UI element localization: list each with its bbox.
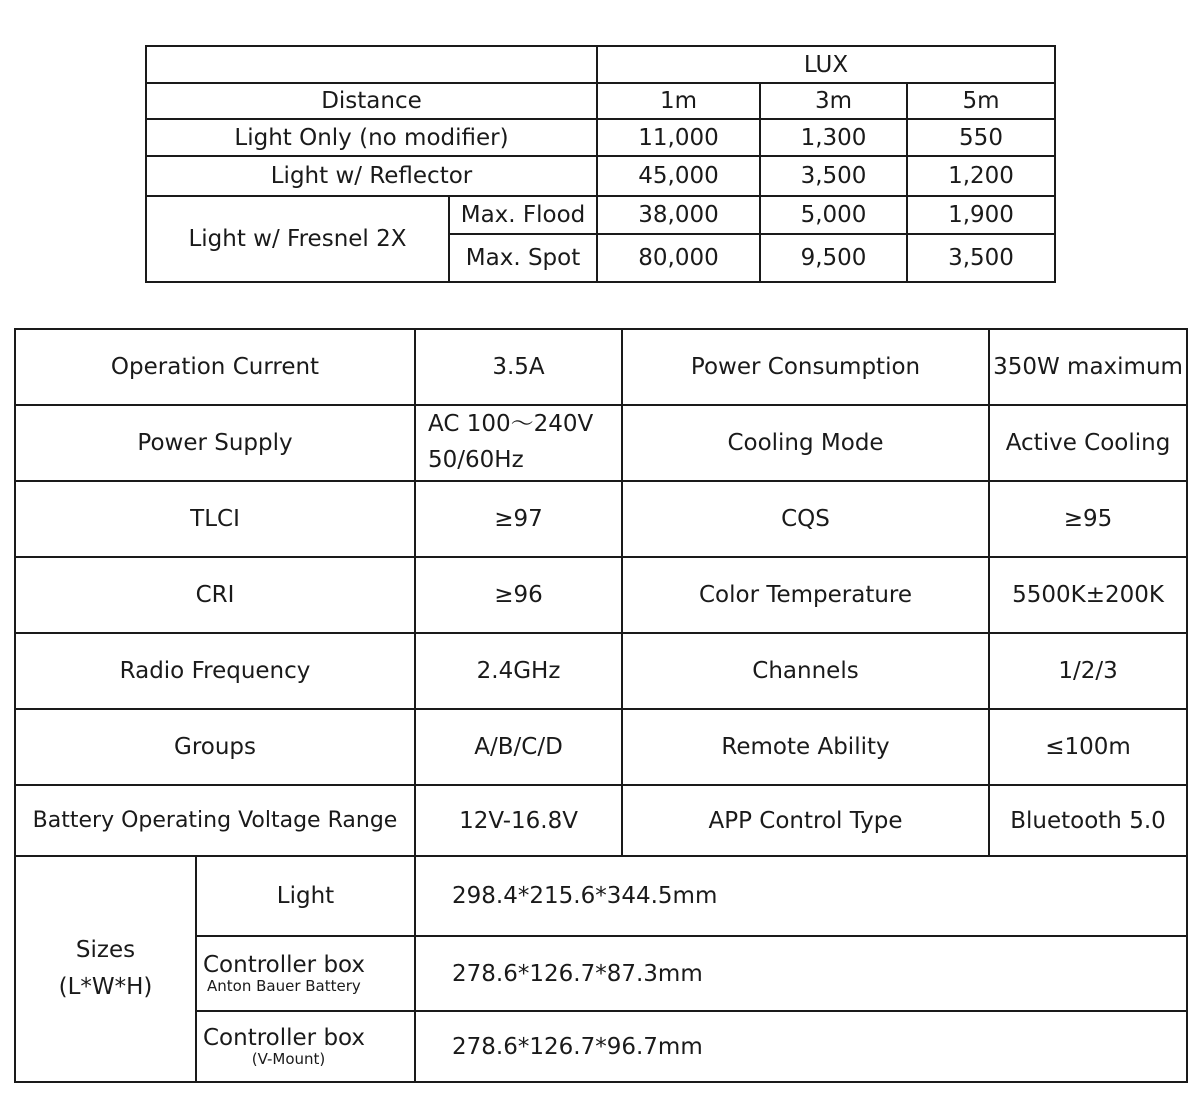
spec-value: Bluetooth 5.0 — [989, 785, 1187, 856]
spec-value: 3.5A — [415, 329, 622, 405]
fresnel-label: Light w/ Fresnel 2X — [146, 196, 449, 282]
spec-row — [15, 709, 1187, 785]
size-item-name: Controller box — [203, 1024, 366, 1051]
spec-value: ≥96 — [415, 557, 622, 633]
spec-value: 350W maximum — [989, 329, 1187, 405]
spec-label: Channels — [622, 633, 989, 709]
spec-row — [15, 329, 1187, 405]
lux-table — [145, 45, 1056, 283]
fresnel-mode: Max. Flood — [449, 196, 597, 234]
lux-value: 1,300 — [760, 119, 907, 156]
row-label: Light Only (no modifier) — [146, 119, 597, 156]
lux-row-fresnel-flood — [146, 196, 1055, 234]
spec-value: 5500K±200K — [989, 557, 1187, 633]
lux-value: 5,000 — [760, 196, 907, 234]
lux-header-row — [146, 46, 1055, 83]
sizes-row-light — [15, 856, 1187, 936]
spec-row — [15, 405, 1187, 481]
size-item-note: (V-Mount) — [251, 1049, 326, 1068]
spec-value: ≤100m — [989, 709, 1187, 785]
spec-value: 12V-16.8V — [415, 785, 622, 856]
lux-row-reflector — [146, 156, 1055, 196]
spec-label: Radio Frequency — [15, 633, 415, 709]
lux-value: 38,000 — [597, 196, 760, 234]
lux-value: 45,000 — [597, 156, 760, 196]
distance-5m: 5m — [907, 83, 1055, 119]
lux-value: 9,500 — [760, 234, 907, 282]
lux-value: 1,900 — [907, 196, 1055, 234]
spec-value: ≥95 — [989, 481, 1187, 557]
spec-value: Active Cooling — [989, 405, 1187, 481]
lux-value: 3,500 — [907, 234, 1055, 282]
size-item-note: Anton Bauer Battery — [207, 976, 361, 995]
spec-label: TLCI — [15, 481, 415, 557]
spec-label: Remote Ability — [622, 709, 989, 785]
spec-table — [14, 328, 1188, 1083]
spec-value: A/B/C/D — [415, 709, 622, 785]
size-item-name: Controller box — [203, 951, 366, 978]
spec-label: Cooling Mode — [622, 405, 989, 481]
spec-label: Power Consumption — [622, 329, 989, 405]
lux-row-light-only — [146, 119, 1055, 156]
spec-row — [15, 785, 1187, 856]
lux-unit-header: LUX — [597, 46, 1055, 83]
spec-row — [15, 633, 1187, 709]
spec-label: CQS — [622, 481, 989, 557]
distance-3m: 3m — [760, 83, 907, 119]
lux-value: 11,000 — [597, 119, 760, 156]
spec-label: Battery Operating Voltage Range — [15, 785, 415, 856]
sizes-label-line: Sizes — [75, 937, 136, 964]
size-item-name-cell — [196, 1011, 415, 1082]
fresnel-mode: Max. Spot — [449, 234, 597, 282]
spec-value: 1/2/3 — [989, 633, 1187, 709]
spec-label: CRI — [15, 557, 415, 633]
size-item-value: 278.6*126.7*87.3mm — [415, 936, 1187, 1011]
size-item-value: 298.4*215.6*344.5mm — [415, 856, 1187, 936]
lux-value: 3,500 — [760, 156, 907, 196]
size-item-value: 278.6*126.7*96.7mm — [415, 1011, 1187, 1082]
spec-label: Power Supply — [15, 405, 415, 481]
spec-value-line: AC 100～240V — [428, 411, 594, 438]
spec-value-line: 50/60Hz — [428, 447, 524, 473]
spec-row — [15, 481, 1187, 557]
distance-1m: 1m — [597, 83, 760, 119]
sizes-label — [15, 856, 196, 1082]
lux-distance-row — [146, 83, 1055, 119]
spec-label: Color Temperature — [622, 557, 989, 633]
sizes-label-line: (L*W*H) — [58, 974, 153, 1000]
lux-value: 80,000 — [597, 234, 760, 282]
row-label: Light w/ Reflector — [146, 156, 597, 196]
size-item-name-cell — [196, 936, 415, 1011]
size-item-name: Light — [196, 856, 415, 936]
lux-value: 1,200 — [907, 156, 1055, 196]
spec-value: ≥97 — [415, 481, 622, 557]
lux-value: 550 — [907, 119, 1055, 156]
spec-label: Operation Current — [15, 329, 415, 405]
spec-label: APP Control Type — [622, 785, 989, 856]
spec-value-power-supply — [415, 405, 622, 481]
spec-label: Groups — [15, 709, 415, 785]
distance-label: Distance — [146, 83, 597, 119]
spec-value: 2.4GHz — [415, 633, 622, 709]
lux-header-blank — [146, 46, 597, 83]
spec-row — [15, 557, 1187, 633]
